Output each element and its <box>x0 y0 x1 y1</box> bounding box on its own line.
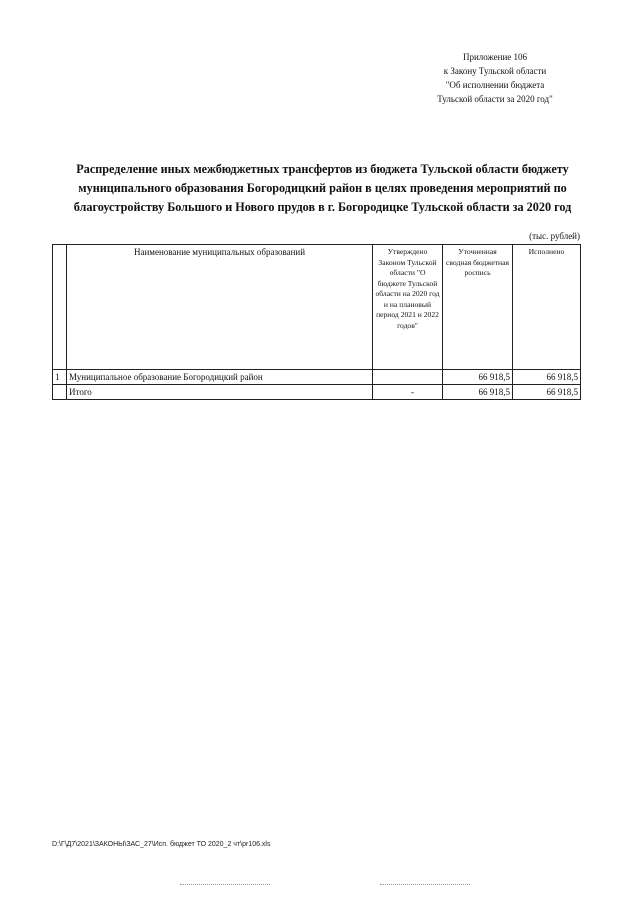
cell-refined: 66 918,5 <box>443 370 513 385</box>
cell-name: Муниципальное образование Богородицкий район <box>67 370 373 385</box>
total-number <box>53 385 67 400</box>
header-name: Наименование муниципальных образований <box>67 245 373 370</box>
total-executed: 66 918,5 <box>513 385 581 400</box>
cell-executed: 66 918,5 <box>513 370 581 385</box>
scan-artifact-line <box>180 884 270 885</box>
scan-artifact-line <box>380 884 470 885</box>
total-name: Итого <box>67 385 373 400</box>
appendix-note <box>400 50 590 106</box>
header-number <box>53 245 67 370</box>
table-row <box>53 370 581 385</box>
title-line: благоустройству Большого и Нового прудов в г. Богородицке Тульской области за 2020 год <box>73 200 572 214</box>
title-line: Распределение иных межбюджетных трансфертов из бюджета Тульской области бюджету <box>76 162 569 176</box>
appendix-line: Приложение 106 <box>462 52 528 62</box>
units-label: (тыс. рублей) <box>529 231 580 241</box>
cell-number: 1 <box>53 370 67 385</box>
document-title <box>40 160 605 217</box>
header-executed: Исполнено <box>513 245 581 370</box>
transfers-table <box>52 244 581 400</box>
header-approved: Утверждено Законом Тульской области "О бюджете Тульской области на 2020 год и на плановый период 2021 и 2022 годов" <box>373 245 443 370</box>
file-path-footer: D:\Г\Д7\2021\ЗАКОНЫ\ЗАС_27\Исп. бюджет ТО 2020_2 чт\pr106.xls <box>52 841 271 848</box>
header-refined: Уточненная сводная бюджетная роспись <box>443 245 513 370</box>
appendix-line: "Об исполнении бюджета <box>445 80 545 90</box>
total-approved: - <box>373 385 443 400</box>
table-header-row <box>53 245 581 370</box>
appendix-line: к Закону Тульской области <box>443 66 547 76</box>
table-total-row <box>53 385 581 400</box>
cell-approved <box>373 370 443 385</box>
appendix-line: Тульской области за 2020 год" <box>437 94 553 104</box>
total-refined: 66 918,5 <box>443 385 513 400</box>
title-line: муниципального образования Богородицкий район в целях проведения мероприятий по <box>78 181 567 195</box>
